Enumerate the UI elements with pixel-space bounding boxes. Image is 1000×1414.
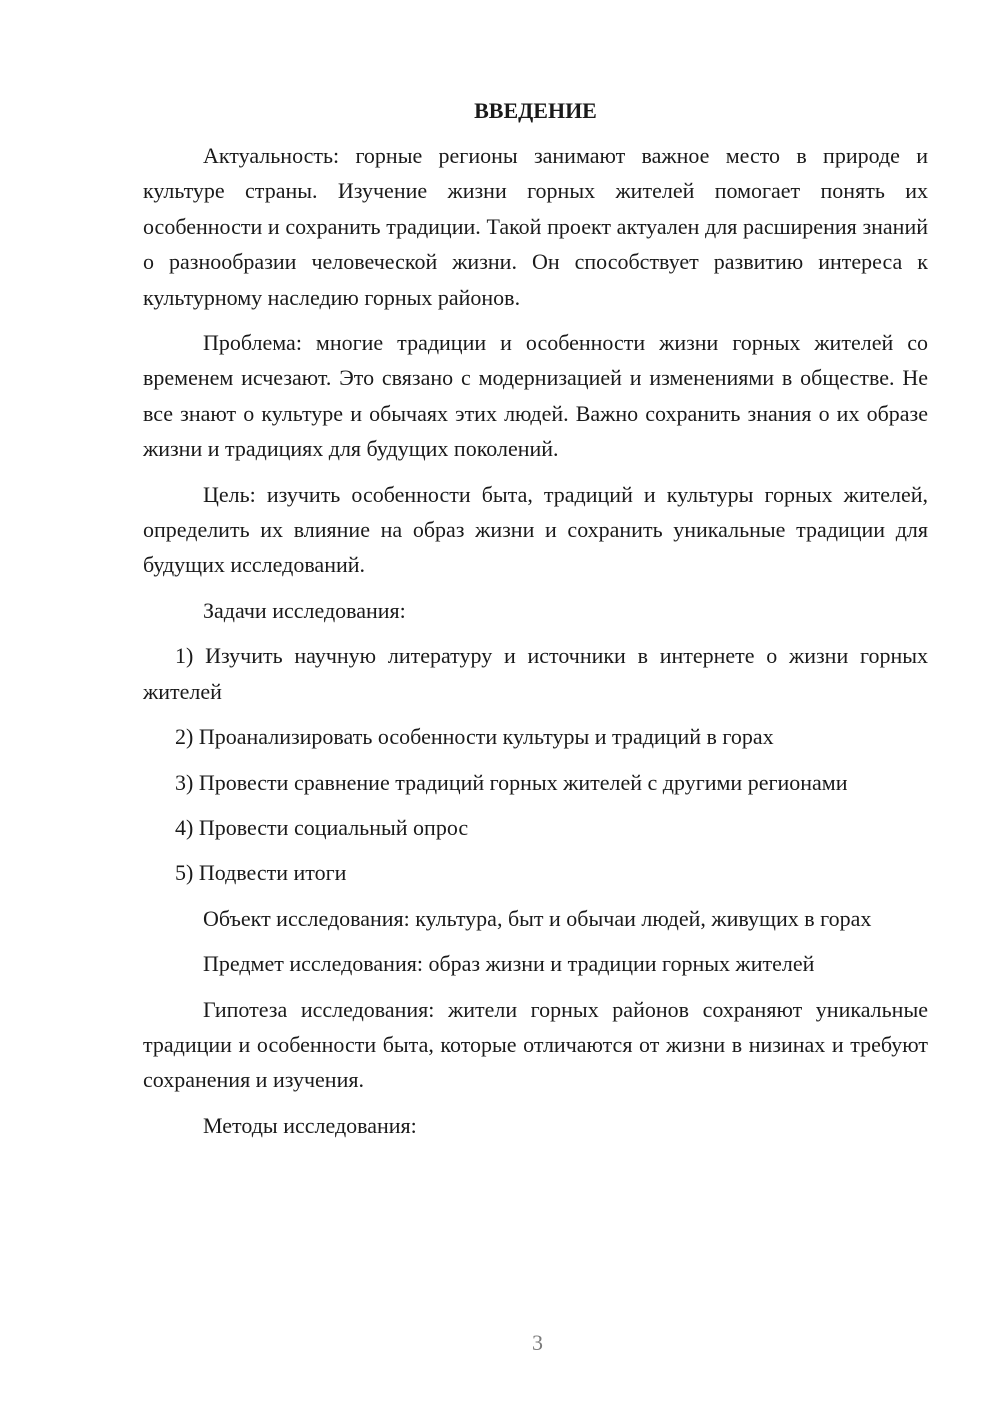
task-item-4: 4) Провести социальный опрос (175, 814, 469, 840)
subject-paragraph: Предмет исследования: образ жизни и традиции горных жителей (203, 951, 815, 977)
hypothesis-paragraph: Гипотеза исследования: жители горных районов сохраняют уникальные традиции и особенности быта, которые отличаются от жизни в низинах и требуют сохранения и изучения. (143, 996, 928, 1093)
task-item-1: 1) Изучить научную литературу и источники в интернете о жизни горных жителей (143, 643, 928, 704)
task-item-3: 3) Провести сравнение традиций горных жителей с другими регионами (175, 769, 848, 795)
tasks-title: Задачи исследования: (203, 597, 406, 623)
document-page (143, 93, 928, 1143)
goal-paragraph: Цель: изучить особенности быта, традиций и культуры горных жителей, определить их влияние на образ жизни и сохранить уникальные традиции для будущих исследований. (143, 481, 928, 578)
methods-title: Методы исследования: (203, 1112, 417, 1138)
task-item-2: 2) Проанализировать особенности культуры и традиций в горах (175, 724, 774, 750)
relevance-paragraph: Актуальность: горные регионы занимают важное место в природе и культуре страны. Изучение жизни горных жителей помогает понять их особенности и сохранить традиции. Такой проект актуален для расширения знаний о разнообразии человеческой жизни. Он способствует развитию интереса к культурному наследию горных районов. (143, 143, 928, 310)
problem-paragraph: Проблема: многие традиции и особенности жизни горных жителей со временем исчезают. Это связано с модернизацией и изменениями в обществе. Не все знают о культуре и обычаях этих людей. Важно сохранить знания о их образе жизни и традициях для будущих поколений. (143, 330, 928, 462)
section-heading: ВВЕДЕНИЕ (474, 98, 597, 123)
page-number: 3 (532, 1330, 543, 1355)
object-paragraph: Объект исследования: культура, быт и обычаи людей, живущих в горах (203, 905, 872, 931)
task-item-5: 5) Подвести итоги (175, 860, 347, 886)
